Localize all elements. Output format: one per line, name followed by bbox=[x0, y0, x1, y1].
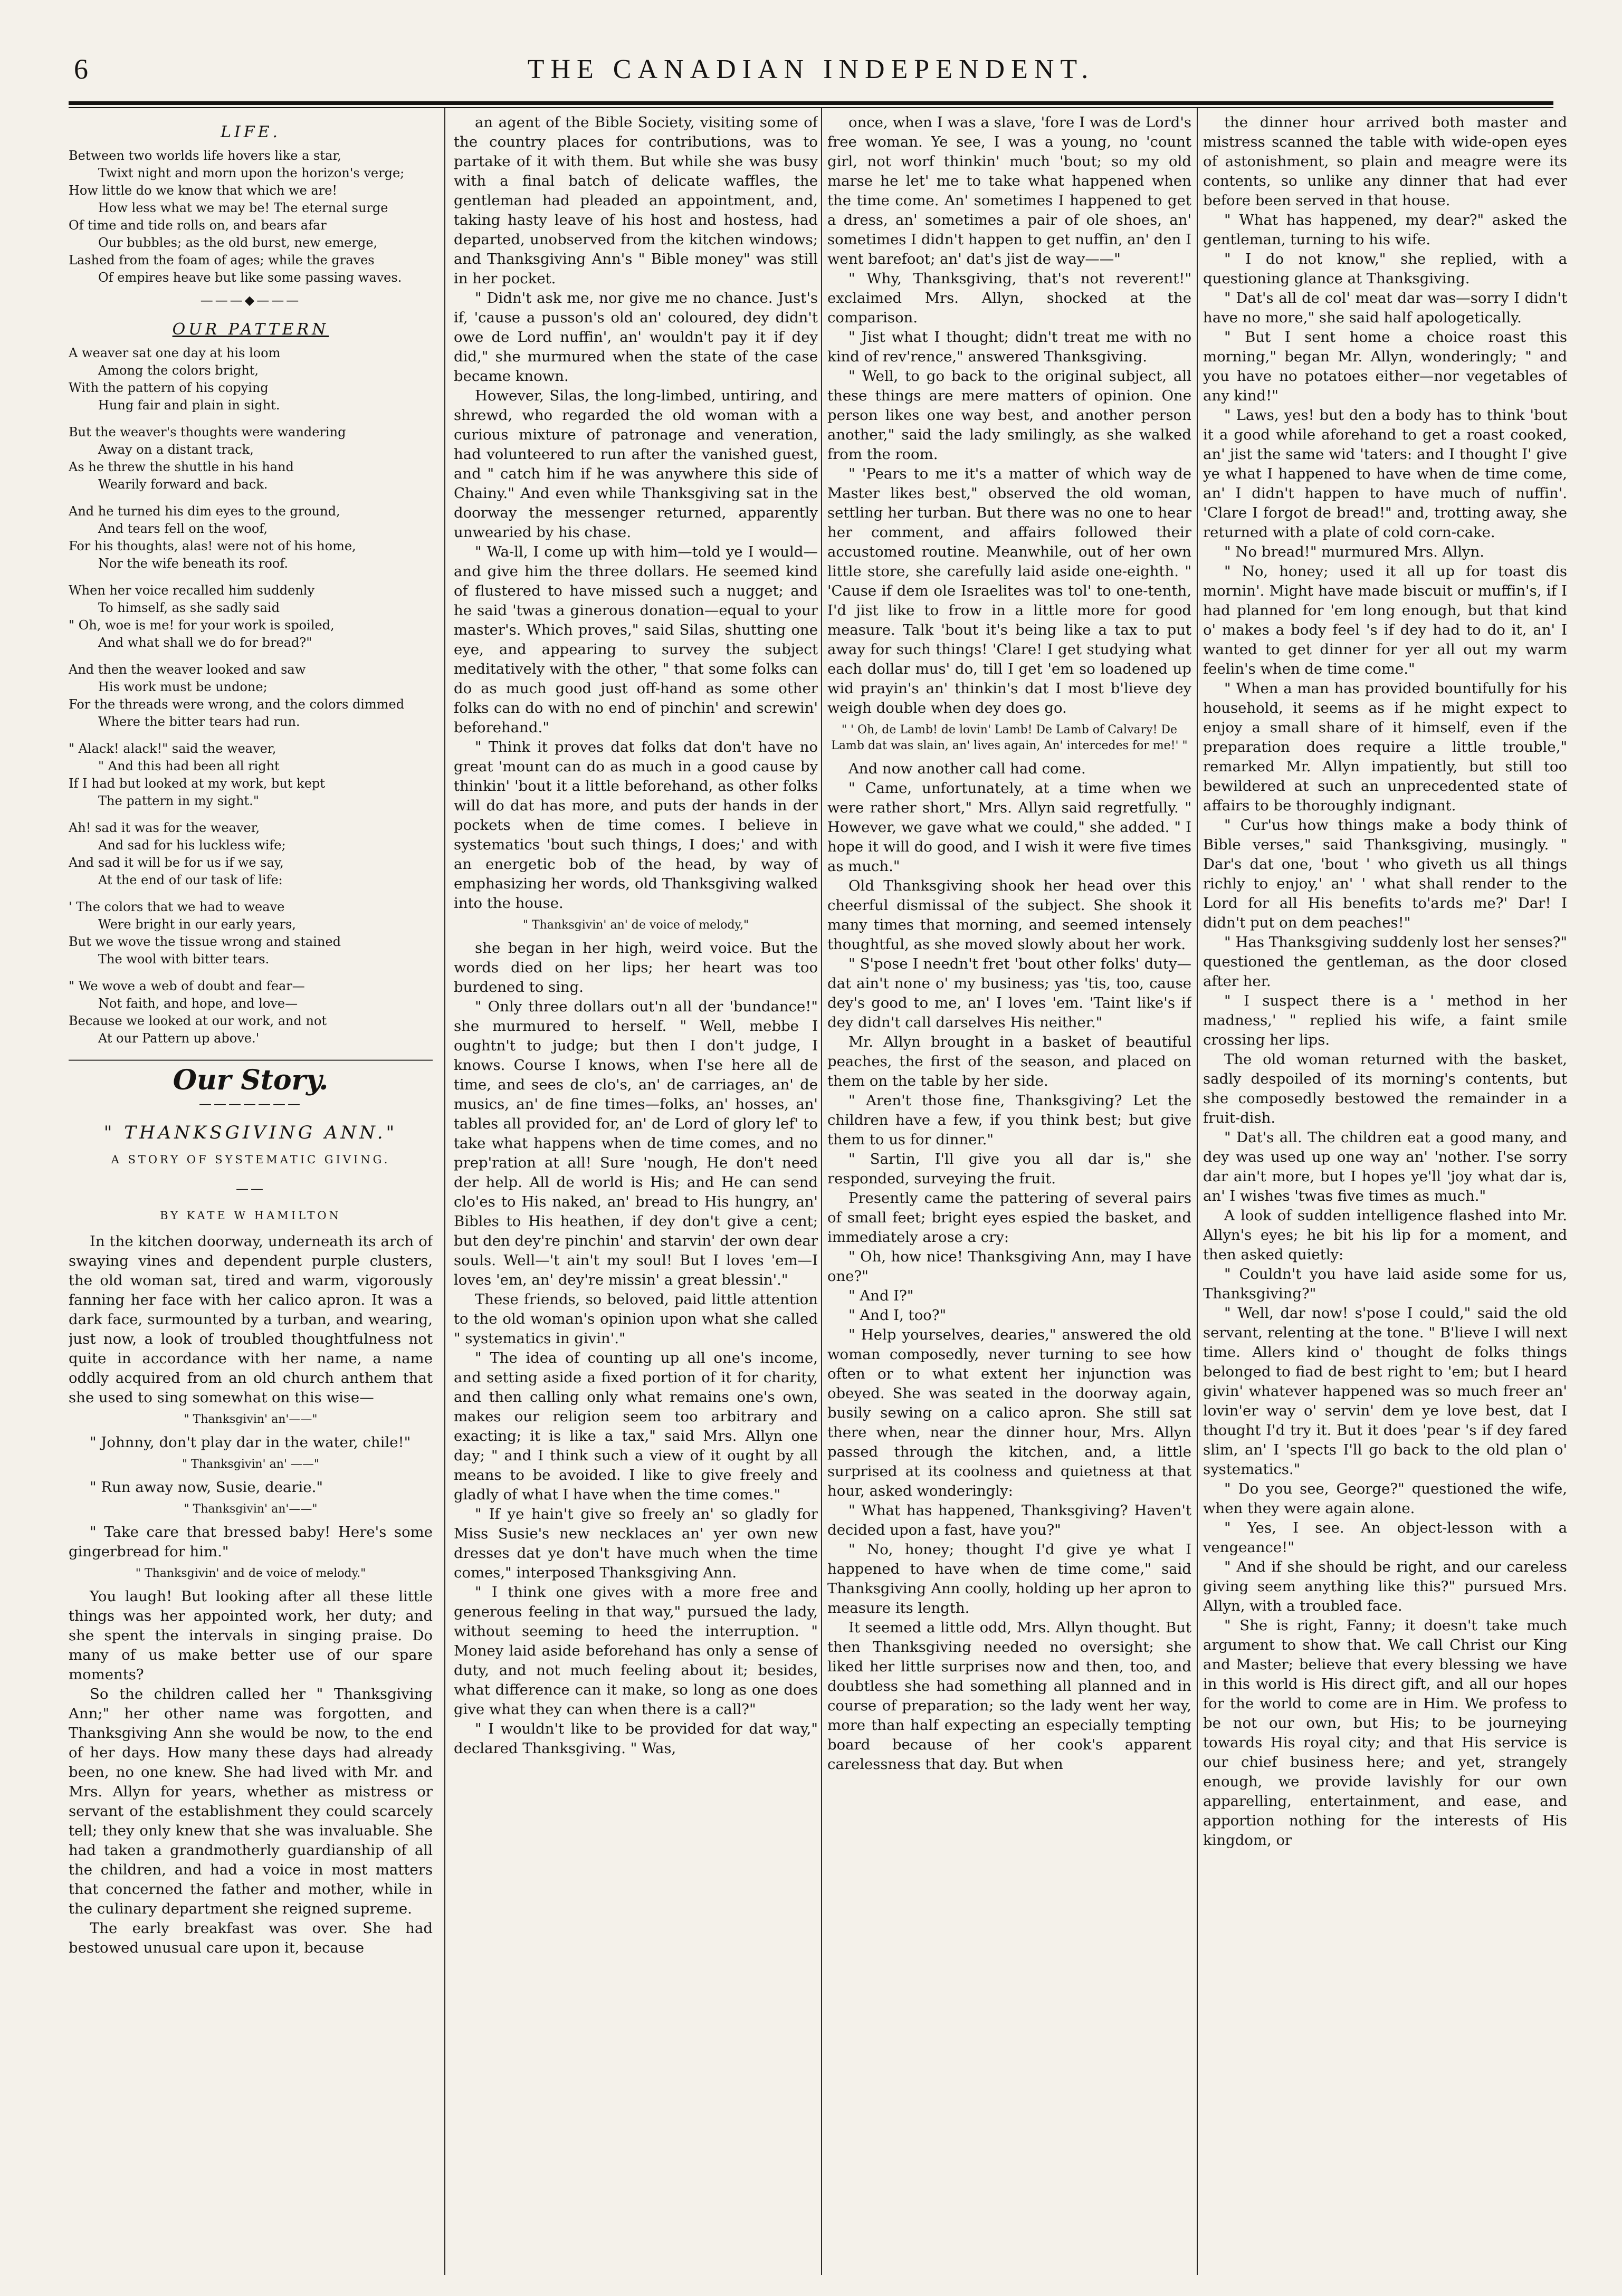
poem-line: His work must be undone; bbox=[98, 680, 268, 694]
poem-line: Of empires heave but like some passing waves. bbox=[98, 270, 402, 285]
poem-line: Because we looked at our work, and not bbox=[69, 1013, 327, 1028]
paragraph: " No, honey; thought I'd give ye what I happened to have when de time come," said Thanksgiving Ann coolly, holding up her apron to measure its length. bbox=[827, 1541, 1191, 1616]
paragraph: once, when I was a slave, 'fore I was de Lord's free woman. Ye see, I was a young, no 'count girl, not worf thinkin' much 'bout; so my old marse he let' me to take what happened when the time come. An' sometimes I happened to get a dress, an' sometimes a pair of ole shoes, an' sometimes I didn't happen to get nuffin, an' den I went barefoot; an' dat's jist de way——" bbox=[827, 114, 1191, 267]
verse-line: " ' Oh, de Lamb! de lovin' Lamb! De Lamb of Calvary! De Lamb dat was slain, an' lives again, An' intercedes for me!' " bbox=[831, 723, 1188, 752]
paragraph: It seemed a little odd, Mrs. Allyn thought. But then Thanksgiving needed no oversight; she liked her little surprises now and then, too, and doubtless she had something all planned and in course of preparation; so the lady went her way, more than half expecting an especially tempting board because of her cook's apparent carelessness that day. But when bbox=[827, 1619, 1191, 1773]
poem-stanza bbox=[69, 661, 433, 731]
paragraph: A look of sudden intelligence flashed into Mr. Allyn's eyes; he bit his lip for a moment, and then asked quietly: bbox=[1203, 1207, 1567, 1263]
paragraph: " Cur'us how things make a body think of Bible verses," said Thanksgiving, musingly. " Dar's dat one, 'bout ' who giveth us all things richly to enjoy,' an' ' what shall render to the Lord for all His benefits to'ards me?' Dar! I didn't put on dem peaches!" bbox=[1203, 817, 1567, 931]
ornament-divider: ———◆——— bbox=[200, 293, 301, 308]
paragraph: " Well, to go back to the original subject, all these things are mere matters of opinion. One person likes one way best, and another person another," said the lady smilingly, as she walked from the room. bbox=[827, 368, 1191, 463]
poem-line: The pattern in my sight." bbox=[98, 793, 259, 808]
poem-line: And sad for his luckless wife; bbox=[98, 838, 286, 853]
poem-line: With the pattern of his copying bbox=[69, 380, 269, 395]
poem-stanza bbox=[69, 582, 433, 652]
poem-line: Nor the wife beneath its roof. bbox=[98, 556, 288, 571]
paragraph: " Dat's all. The children eat a good many, and dey was used up one way an' 'nother. I'se sorry dar ain't more, but I hopes ye'll 'joy what dar is, an' I wishes 'twas five times as much." bbox=[1203, 1129, 1567, 1204]
paragraph: " Well, dar now! s'pose I could," said the old servant, relenting at the tone. " B'lieve I will next time. Allers kind o' thought de folks things belonged to fiad de best right to 'em; but I heard givin' whatever happened was so much freer an' lovin'er way o' servin' dem ye love best, dat I thought I'd try it. But it does 'pear 's if dey fared slim, an' I 'spects I'll go back to the old plan o' systematics." bbox=[1203, 1305, 1567, 1478]
paragraph: These friends, so beloved, paid little attention to the old woman's opinion upon what she called " systematics in givin'." bbox=[454, 1291, 818, 1347]
paragraph: the dinner hour arrived both master and mistress scanned the table with wide-open eyes of astonishment, so plain and meagre were its contents, so unlike any dinner that had ever before been served in that house. bbox=[1203, 114, 1567, 209]
paragraph: " What has happened, Thanksgiving? Haven't decided upon a fast, have you?" bbox=[827, 1502, 1191, 1538]
paragraph: " Has Thanksgiving suddenly lost her senses?" questioned the gentleman, as the door closed after her. bbox=[1203, 934, 1567, 990]
column-2-body bbox=[454, 113, 818, 1758]
poem-line: Our bubbles; as the old burst, new emerge, bbox=[98, 235, 378, 250]
column-1-body bbox=[69, 1232, 433, 1958]
poem-pattern-title: OUR PATTERN bbox=[172, 320, 329, 339]
paragraph: The old woman returned with the basket, sadly despoiled of its morning's contents, but she composedly bestowed the remainder in a fruit-dish. bbox=[1203, 1051, 1567, 1126]
verse-line: " Thanksgivin' an' de voice of melody," bbox=[522, 919, 749, 932]
column-4-body bbox=[1203, 113, 1567, 1850]
poem-line: To himself, as she sadly said bbox=[98, 600, 280, 615]
poem-line: Were bright in our early years, bbox=[98, 917, 296, 932]
poem-line: Not faith, and hope, and love— bbox=[98, 996, 298, 1011]
paragraph: In the kitchen doorway, underneath its arch of swaying vines and dependent purple clusters, the old woman sat, tired and warm, vigorously fanning her face with her calico apron. It was a dark face, surmounted by a turban, and wearing, just now, a look of troubled thoughtfulness not quite in accordance with her name, a name oddly acquired from an old church anthem that she used to sing somewhat on this wise— bbox=[69, 1233, 433, 1406]
column-divider bbox=[821, 108, 822, 2275]
paragraph: " What has happened, my dear?" asked the gentleman, turning to his wife. bbox=[1203, 212, 1567, 248]
poem-line: If I had but looked at my work, but kept bbox=[69, 776, 325, 791]
poem-line: ' The colors that we had to weave bbox=[69, 900, 285, 914]
paragraph: " Take care that bressed baby! Here's some gingerbread for him." bbox=[69, 1524, 433, 1560]
ornament-divider: —— bbox=[236, 1181, 265, 1196]
poem-stanza bbox=[69, 424, 433, 493]
poem-line: As he threw the shuttle in his hand bbox=[69, 460, 294, 474]
paragraph: " Didn't ask me, nor give me no chance. Just's if, 'cause a pusson's old an' coloured, dey didn't owe de Lord nuffin', an' wouldn't pay it if dey did," she murmured when the state of the case became known. bbox=[454, 290, 818, 385]
paragraph: " Think it proves dat folks dat don't have no great 'mount can do as much in a good cause by thinkin' 'bout it a little beforehand, as other folks will do dat has more, and puts der hands in der pockets when de time comes. I believe in systematics 'bout such things, I does;' and with an energetic bob of the head, by way of emphasizing her words, old Thanksgiving walked into the house. bbox=[454, 739, 818, 912]
paragraph: " Only three dollars out'n all der 'bundance!" she murmured to herself. " Well, mebbe I oughtn't to judge; but then I don't judge, I knows. Course I knows, when I'se here all de time, and sees de clo's, an' de carriages, an' de musics, an' de fine times—folks, an' hosses, an' tables all provided for, an' de Lord of glory lef' to take what happens when de time comes, and no prep'ration at all! Sure 'nough, He don't need der help. All de world is His; and He can send clo'es to His naked, an' bread to His hungry, an' Bibles to His heathen, if dey don't give a cent; but den dey're pinchin' and starvin' der own dear souls. Well—'t ain't my soul! But I loves 'em—I loves 'em, an' dey're missin' a great blessin'." bbox=[454, 998, 818, 1288]
paragraph: " Came, unfortunately, at a time when we were rather short," Mrs. Allyn said regretfully. " However, we gave what we could," she added. " I hope it will do good, and I wish it were five times as much." bbox=[827, 780, 1191, 875]
poem-line: For the threads were wrong, and the colors dimmed bbox=[69, 697, 405, 712]
paragraph: " Run away now, Susie, dearie." bbox=[90, 1479, 323, 1496]
column-1 bbox=[69, 113, 433, 2275]
paragraph: " No bread!" murmured Mrs. Allyn. bbox=[1224, 543, 1485, 560]
paragraph: So the children called her " Thanksgiving Ann;" her other name was forgotten, and Thanksgiving Ann she would be now, to the end of her days. How many these days had already been, no one knew. She had lived with Mr. and Mrs. Allyn for years, whether as mistress or servant of the establishment they could scarcely tell; they only knew that she was invaluable. She had taken a grandmotherly guardianship of all the children, and had a voice in most matters that concerned the father and mother, while in the culinary department she reigned supreme. bbox=[69, 1686, 433, 1917]
poem-line: " Alack! alack!" said the weaver, bbox=[69, 741, 276, 756]
paragraph: " Oh, how nice! Thanksgiving Ann, may I have one?" bbox=[827, 1248, 1191, 1285]
poem-line: Ah! sad it was for the weaver, bbox=[69, 820, 260, 835]
poem-line: But we wove the tissue wrong and stained bbox=[69, 934, 341, 949]
poem-line: Lashed from the foam of ages; while the graves bbox=[69, 253, 375, 267]
poem-stanza bbox=[69, 898, 433, 968]
poem-line: How little do we know that which we are! bbox=[69, 183, 338, 198]
paragraph: And now another call had come. bbox=[848, 760, 1086, 777]
poem-line: And then the weaver looked and saw bbox=[69, 662, 306, 677]
verse-line: " Thanksgivin' an'——" bbox=[184, 1503, 318, 1516]
column-2 bbox=[454, 113, 818, 2275]
paragraph: " No, honey; used it all up for toast dis mornin'. Might have made biscuit or muffin's, if I had planned for 'em long enough, but that kind o' makes a body feel 's if dey had to do it, an' I wanted to get dinner for yer all out my warm feelin's when de time come." bbox=[1203, 563, 1567, 677]
paragraph: " The idea of counting up all one's income, and setting aside a fixed portion of it for charity, and then calling only what remains one's own, makes our religion seem too arbitrary and exacting; it is like a tax," said Mrs. Allyn one day; " and I think such a view of it ought by all means to be avoided. I like to give freely and gladly of what I have when the time comes." bbox=[454, 1350, 818, 1503]
paragraph: " I think one gives with a more free and generous feeling in that way," pursued the lady, without seeming to heed the interruption. " Money laid aside beforehand has only a sense of duty, and not much feeling about it; besides, what difference can it make, so long as one does give what they can when there is a call?" bbox=[454, 1584, 818, 1718]
paragraph: " And if she should be right, and our careless giving seem anything like this?" pursued Mrs. Allyn, with a troubled face. bbox=[1203, 1558, 1567, 1614]
poem-stanza bbox=[69, 345, 433, 414]
verse-line: " Thanksgivin' and de voice of melody." bbox=[135, 1567, 366, 1580]
paragraph: You laugh! But looking after all these little things was her appointed work, her duty; and she spent the intervals in singing praise. Do many of us make better use of our spare moments? bbox=[69, 1588, 433, 1683]
paragraph: The early breakfast was over. She had bestowed unusual care upon it, because bbox=[69, 1920, 433, 1956]
paragraph: " Do you see, George?" questioned the wife, when they were again alone. bbox=[1203, 1480, 1567, 1517]
page-number: 6 bbox=[74, 53, 88, 85]
paragraph: " Dat's all de col' meat dar was—sorry I didn't have no more," she said half apologetically. bbox=[1203, 290, 1567, 326]
masthead: THE CANADIAN INDEPENDENT. bbox=[527, 54, 1095, 84]
section-rule bbox=[69, 1059, 433, 1061]
poem-line: And tears fell on the woof, bbox=[98, 521, 268, 536]
paragraph: Presently came the pattering of several pairs of small feet; bright eyes espied the basket, and immediately arose a cry: bbox=[827, 1190, 1191, 1246]
column-4 bbox=[1203, 113, 1567, 2275]
paragraph: " S'pose I needn't fret 'bout other folks' duty—dat ain't none o' my business; yas 'tis, too, cause dey's good to me, an' I loves 'em. 'Taint like's if dey didn't call darselves His neither." bbox=[827, 955, 1191, 1031]
poem-line: And he turned his dim eyes to the ground, bbox=[69, 504, 340, 519]
poem-line: Where the bitter tears had run. bbox=[98, 714, 300, 729]
column-3-body bbox=[827, 113, 1191, 1774]
paragraph: " If ye hain't give so freely an' so gladly for Miss Susie's new necklaces an' yer own new dresses dat ye don't have much when the time comes," interposed Thanksgiving Ann. bbox=[454, 1506, 818, 1581]
paragraph: she began in her high, weird voice. But the words died on her lips; her heart was too burdened to sing. bbox=[454, 940, 818, 996]
poem-line: " Oh, woe is me! for your work is spoiled, bbox=[69, 618, 335, 633]
paragraph: " 'Pears to me it's a matter of which way de Master likes best," observed the old woman, settling her turban. But there was no one to hear her comment, and affairs followed their accustomed routine. Meanwhile, out of her own little store, she carefully laid aside one-eighth. " 'Cause if dem ole Israelites was tol' to one-tenth, I'd jist like to frow in a little more for good measure. Talk 'bout it's being like a tax to put away for such things! 'Clare! I get studying what each dollar mus' do, till I get 'em so loadened up wid prayin's an' thinkin's dat I most b'lieve dey weigh double when dey does go. bbox=[827, 465, 1191, 716]
paragraph: " I suspect there is a ' method in her madness,' " replied his wife, a faint smile crossing her lips. bbox=[1203, 992, 1567, 1048]
paragraph: " But I sent home a choice roast this morning," began Mr. Allyn, wonderingly; " and you have no potatoes either—nor vegetables of any kind!" bbox=[1203, 329, 1567, 404]
paragraph: " Jist what I thought; didn't treat me with no kind of rev'rence," answered Thanksgiving. bbox=[827, 329, 1191, 365]
poem-line: How less what we may be! The eternal surge bbox=[98, 200, 388, 215]
header-rule bbox=[69, 101, 1553, 108]
poem-life-title: LIFE. bbox=[220, 123, 281, 141]
poem-life bbox=[69, 147, 433, 286]
poem-line: At our Pattern up above.' bbox=[98, 1031, 260, 1046]
column-divider bbox=[1197, 108, 1198, 2275]
verse-line: " Thanksgivin' an' ——" bbox=[182, 1458, 320, 1471]
poem-line: Among the colors bright, bbox=[98, 363, 259, 378]
poem-stanza bbox=[69, 819, 433, 889]
poem-line: For his thoughts, alas! were not of his home, bbox=[69, 539, 356, 553]
paragraph: " Johnny, don't play dar in the water, chile!" bbox=[90, 1434, 411, 1451]
poem-line: But the weaver's thoughts were wandering bbox=[69, 425, 346, 439]
poem-line: When her voice recalled him suddenly bbox=[69, 583, 315, 598]
paragraph: an agent of the Bible Society, visiting some of the country places for contributions, was to partake of it with them. But while she was busy with a final batch of delicate waffles, the gentleman had pleaded an appointment, and, taking hasty leave of his host and hostess, had departed, unobserved from the kitchen windows; and Thanksgiving Ann's " Bible money" was still in her pocket. bbox=[454, 114, 818, 287]
paragraph: " And I?" bbox=[848, 1287, 914, 1304]
paragraph: " Wa-ll, I come up with him—told ye I would—and give him the three dollars. He seemed kind of flustered to have missed such a nugget; and he said 'twas a ginerous donation—equal to your master's. Which proves," said Silas, shutting one eye, and appearing to survey the subject meditatively with the other, " that some folks can do as much good just off-hand as some other folks can do with no end of pinchin' and screwin' beforehand." bbox=[454, 543, 818, 736]
paragraph: " Why, Thanksgiving, that's not reverent!" exclaimed Mrs. Allyn, shocked at the comparison. bbox=[827, 270, 1191, 326]
section-heading: Our Story. bbox=[173, 1064, 329, 1096]
paragraph: " When a man has provided bountifully for his household, it seems as if he might expect to enjoy a small share of it himself, even if the preparation does require a little trouble," remarked Mr. Allyn impatiently, but still too bewildered at such an unprecedented state of affairs to be thoroughly indignant. bbox=[1203, 680, 1567, 814]
paragraph: " Yes, I see. An object-lesson with a vengeance!" bbox=[1203, 1519, 1567, 1556]
poem-line: " And this had been all right bbox=[98, 759, 280, 773]
paragraph: Mr. Allyn brought in a basket of beautiful peaches, the first of the season, and placed on them on the table by her side. bbox=[827, 1034, 1191, 1089]
story-subtitle: A STORY OF SYSTEMATIC GIVING. bbox=[111, 1153, 390, 1166]
poem-stanza bbox=[69, 503, 433, 572]
poem-stanza bbox=[69, 978, 433, 1047]
story-title: " THANKSGIVING ANN." bbox=[103, 1122, 398, 1143]
verse-line: " Thanksgivin' an'——" bbox=[184, 1413, 318, 1426]
poem-line: Wearily forward and back. bbox=[98, 477, 268, 492]
paragraph: " She is right, Fanny; it doesn't take much argument to show that. We call Christ our King and Master; believe that every blessing we have in this world is His direct gift, and all our hopes for the world to come are in Him. We profess to be not our own, but His; to be journeying towards His royal city; and that His service is our chief business here; and yet, strangely enough, we provide lavishly for our own apparelling, entertainment, and ease, and apportion nothing for the interests of His kingdom, or bbox=[1203, 1617, 1567, 1849]
paragraph: " Couldn't you have laid aside some for us, Thanksgiving?" bbox=[1203, 1266, 1567, 1302]
story-byline: BY KATE W HAMILTON bbox=[160, 1209, 341, 1222]
poem-line: Of time and tide rolls on, and bears afar bbox=[69, 218, 327, 233]
poem-line: Away on a distant track, bbox=[98, 442, 254, 457]
poem-line: And sad it will be for us if we say, bbox=[69, 855, 284, 870]
paragraph: " Help yourselves, dearies," answered the old woman composedly, never turning to see how often or to what extent her injunction was obeyed. She was seated in the doorway again, busily sewing on a calico apron. She still sat there when, near the dinner hour, Mrs. Allyn passed through the kitchen, and, a little surprised at its coolness and quietness at that hour, asked wonderingly: bbox=[827, 1326, 1191, 1499]
paragraph: " Laws, yes! but den a body has to think 'bout it a good while aforehand to get a roast cooked, an' jist the same wid 'taters: and I thought I' give ye what I happened to have when de time come, an' I didn't happen to have much of nuffin'. 'Clare I forgot de bread!" and, trotting away, she returned with a plate of cold corn-cake. bbox=[1203, 407, 1567, 541]
poem-pattern bbox=[69, 345, 433, 1047]
poem-line: " We wove a web of doubt and fear— bbox=[69, 979, 305, 993]
paragraph: " And I, too?" bbox=[848, 1307, 947, 1324]
paragraph: However, Silas, the long-limbed, untiring, and shrewd, who regarded the old woman with a curious mixture of patronage and veneration, had volunteered to run after the vanished guest, and " catch him if he was anywhere this side of Chainy." And even while Thanksgiving sat in the doorway the messenger returned, apparently unwearied by his chase. bbox=[454, 387, 818, 541]
poem-line: Hung fair and plain in sight. bbox=[98, 398, 280, 413]
paragraph: Old Thanksgiving shook her head over this cheerful dismissal of the subject. She shook it many times that morning, and seemed intensely thoughtful, as she moved slowly about her work. bbox=[827, 877, 1191, 953]
paragraph: " I wouldn't like to be provided for dat way," declared Thanksgiving. " Was, bbox=[454, 1720, 818, 1757]
poem-line: Between two worlds life hovers like a star, bbox=[69, 148, 341, 163]
ornament-divider: ——————— bbox=[199, 1096, 302, 1111]
paragraph: " I do not know," she replied, with a questioning glance at Thanksgiving. bbox=[1203, 251, 1567, 287]
poem-line: A weaver sat one day at his loom bbox=[69, 346, 281, 360]
poem-line: And what shall we do for bread?" bbox=[98, 635, 312, 650]
poem-line: At the end of our task of life: bbox=[98, 873, 283, 887]
poem-line: The wool with bitter tears. bbox=[98, 952, 270, 967]
page-header bbox=[69, 49, 1553, 91]
poem-line: Twixt night and morn upon the horizon's verge; bbox=[98, 166, 405, 180]
poem-stanza bbox=[69, 740, 433, 810]
paragraph: " Sartin, I'll give you all dar is," she responded, surveying the fruit. bbox=[827, 1151, 1191, 1187]
paragraph: " Aren't those fine, Thanksgiving? Let the children have a few, if you think best; but give them to us for dinner." bbox=[827, 1092, 1191, 1148]
column-divider bbox=[444, 108, 445, 2275]
column-3 bbox=[827, 113, 1191, 2275]
